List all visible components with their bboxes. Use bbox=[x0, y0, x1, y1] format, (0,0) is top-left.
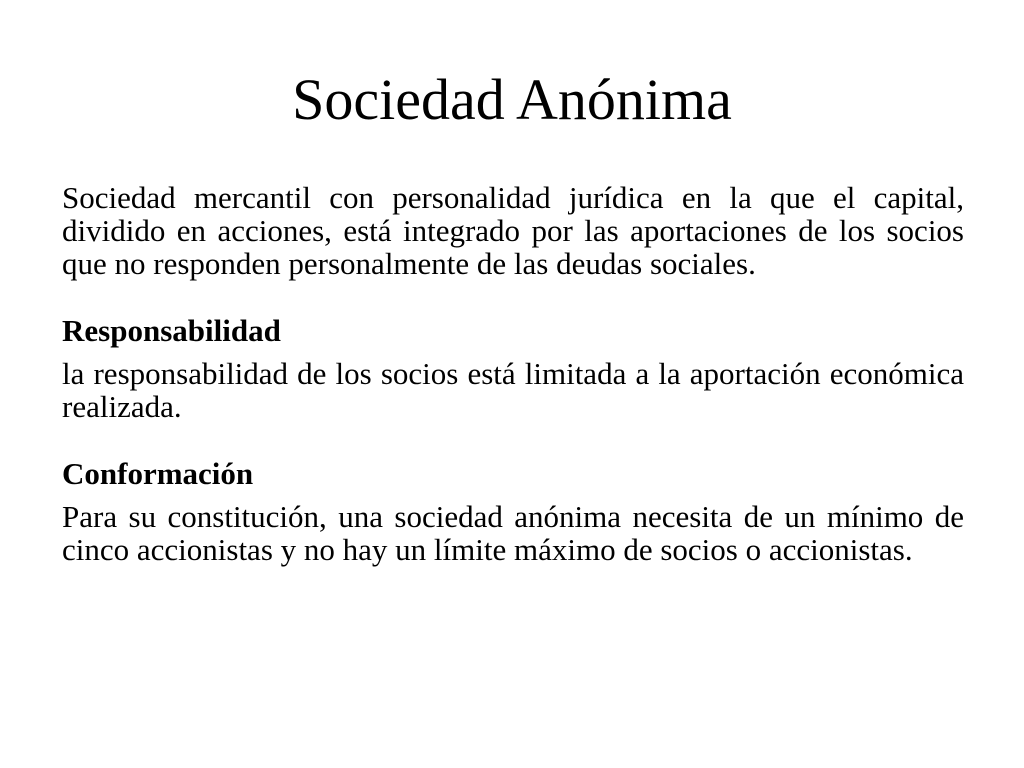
slide-body bbox=[62, 181, 964, 566]
section-text-responsabilidad: la responsabilidad de los socios está limitada a la aportación económica realizada. bbox=[62, 356, 964, 424]
section-heading-responsabilidad: Responsabilidad bbox=[62, 313, 281, 348]
spacer bbox=[62, 423, 964, 457]
spacer bbox=[62, 280, 964, 314]
section-heading-conformacion: Conformación bbox=[62, 456, 254, 491]
section-text-conformacion: Para su constitución, una sociedad anónima necesita de un mínimo de cinco accionistas y no hay un límite máximo de socios o accionistas. bbox=[62, 499, 964, 567]
slide-title: Sociedad Anónima bbox=[292, 67, 732, 132]
definition-paragraph: Sociedad mercantil con personalidad jurídica en la que el capital, dividido en acciones, está integrado por las aportaciones de los socios que no responden personalmente de las deudas sociales. bbox=[62, 180, 964, 281]
